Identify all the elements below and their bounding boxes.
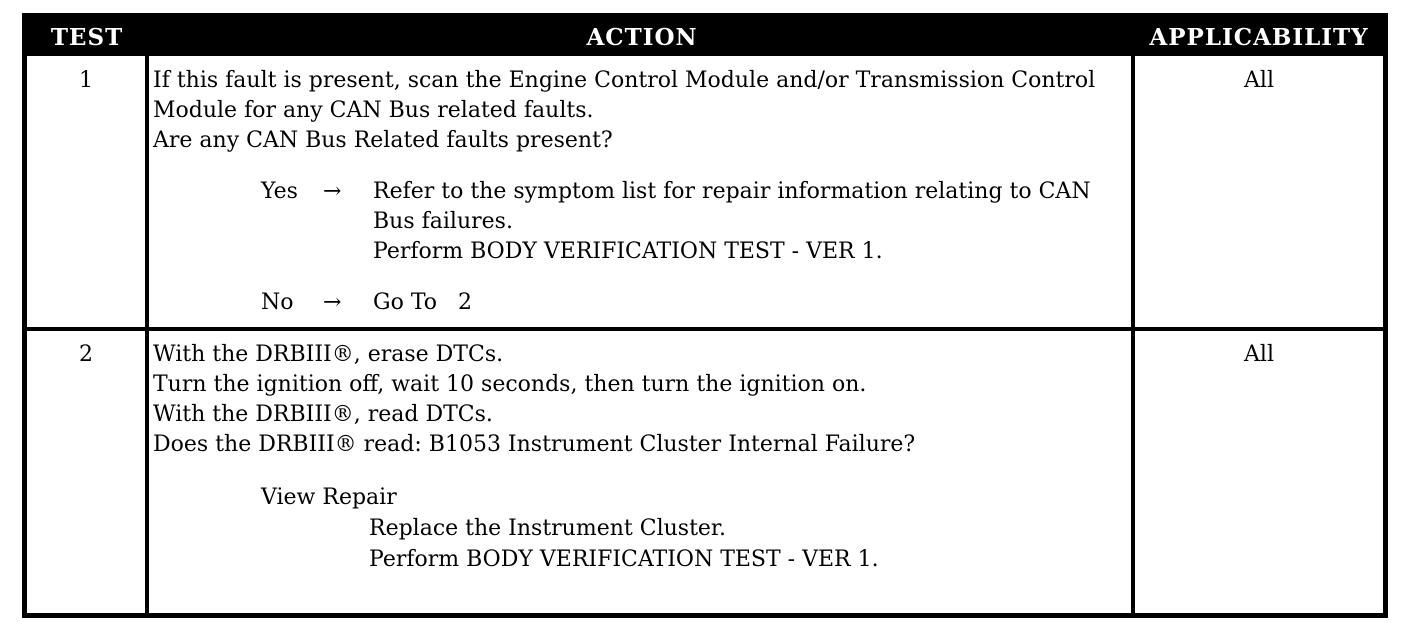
table-header [27,18,1383,56]
right-arrow-icon: → [323,179,342,204]
repair-section [261,482,879,575]
yes-line: Perform BODY VERIFICATION TEST - VER 1. [373,239,883,264]
yes-line: Bus failures. [373,209,513,234]
diagnostic-table [22,13,1388,618]
goto-link[interactable]: Go To 2 [373,290,472,315]
header-action: ACTION [586,24,698,51]
repair-line: Perform BODY VERIFICATION TEST - VER 1. [369,547,879,572]
header-test: TEST [50,24,124,51]
action-line: Turn the ignition off, wait 10 seconds, then turn the ignition on. [153,372,867,397]
repair-steps [369,513,879,575]
applicability-value: All [1244,68,1274,93]
column-divider-test [145,56,149,613]
test-number: 1 [79,68,93,93]
column-divider-applicability [1131,56,1135,613]
action-text [153,340,1129,460]
test-number: 2 [79,342,93,367]
yes-instructions [373,177,1091,267]
yes-line: Refer to the symptom list for repair information relating to CAN [373,179,1091,204]
action-text [153,66,1129,156]
view-repair-label: View Repair [261,485,397,510]
action-line: With the DRBIII®, erase DTCs. [153,342,504,367]
yes-label: Yes [261,179,298,204]
header-applicability: APPLICABILITY [1149,24,1369,51]
row-divider [27,327,1383,331]
action-line: If this fault is present, scan the Engine Control Module and/or Transmission Control [153,68,1096,93]
action-line: Module for any CAN Bus related faults. [153,98,594,123]
no-label: No [261,290,294,315]
right-arrow-icon: → [323,290,342,315]
action-line: Are any CAN Bus Related faults present? [153,128,613,153]
action-line: With the DRBIII®, read DTCs. [153,402,493,427]
repair-line: Replace the Instrument Cluster. [369,516,727,541]
action-line: Does the DRBIII® read: B1053 Instrument Cluster Internal Failure? [153,432,916,457]
applicability-value: All [1244,342,1274,367]
